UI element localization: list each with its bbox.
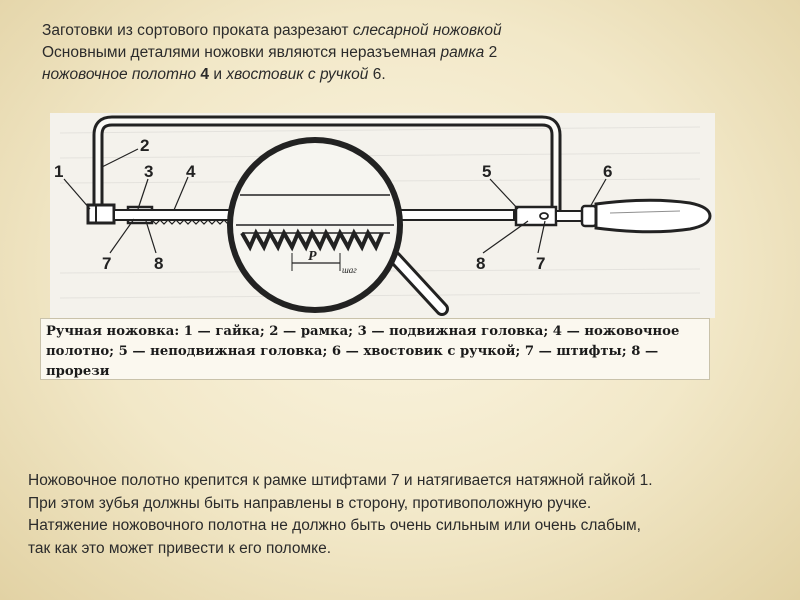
tension-nut bbox=[88, 205, 114, 223]
intro-line-1-text: Заготовки из сортового проката разрезают bbox=[42, 22, 353, 39]
body-line-2: При этом зубья должны быть направлены в сторону, противоположную ручке. bbox=[28, 494, 592, 512]
label-1: 1 bbox=[54, 162, 64, 181]
intro-line-1 bbox=[42, 20, 762, 42]
step-label: шаг bbox=[342, 265, 357, 275]
intro-text bbox=[42, 20, 762, 86]
fixed-head bbox=[516, 207, 556, 225]
label-5: 5 bbox=[482, 162, 492, 181]
term-handle: хвостовик с ручкой bbox=[226, 66, 369, 83]
magnifier-handle-inner bbox=[395, 258, 442, 309]
shank bbox=[556, 211, 582, 221]
label-8-left: 8 bbox=[154, 254, 164, 273]
term-frame: рамка bbox=[440, 44, 485, 61]
term-hacksaw: слесарной ножовкой bbox=[352, 22, 502, 39]
label-4: 4 bbox=[186, 162, 196, 181]
term-blade: ножовочное полотно bbox=[42, 66, 197, 83]
intro-line-3-number-1: 4 bbox=[196, 66, 210, 83]
body-text bbox=[28, 470, 788, 560]
figure-caption: Ручная ножовка: 1 — гайка; 2 — рамка; 3 — подвижная головка; 4 — ножовочное полотно; 5 — неподвижная головка; 6 — хвостовик с ручкой; 7 — штифты; 8 — прорези bbox=[40, 318, 710, 380]
intro-line-3-number-2: 6. bbox=[368, 66, 386, 83]
body-line-4: так как это может привести к его поломке. bbox=[28, 539, 332, 557]
hacksaw-diagram bbox=[50, 113, 715, 318]
hacksaw-figure bbox=[50, 113, 715, 318]
intro-line-2-number: 2 bbox=[484, 44, 498, 61]
intro-line-2 bbox=[42, 42, 762, 64]
label-7-left: 7 bbox=[102, 254, 112, 273]
intro-line-3 bbox=[42, 64, 762, 86]
label-8-right: 8 bbox=[476, 254, 486, 273]
label-6: 6 bbox=[603, 162, 613, 181]
intro-line-3-conjunction: и bbox=[209, 66, 227, 83]
intro-line-2-text: Основными деталями ножовки являются неразъемная bbox=[42, 44, 441, 61]
label-3: 3 bbox=[144, 162, 154, 181]
handle bbox=[596, 200, 710, 232]
body-line-3: Натяжение ножовочного полотна не должно быть очень сильным или очень слабым, bbox=[28, 517, 641, 534]
handle-ferrule bbox=[582, 206, 596, 226]
pitch-label: P bbox=[308, 249, 317, 264]
label-7-right: 7 bbox=[536, 254, 546, 273]
body-line-1: Ножовочное полотно крепится к рамке штифтами 7 и натягивается натяжной гайкой 1. bbox=[28, 472, 653, 489]
label-2: 2 bbox=[140, 136, 150, 155]
